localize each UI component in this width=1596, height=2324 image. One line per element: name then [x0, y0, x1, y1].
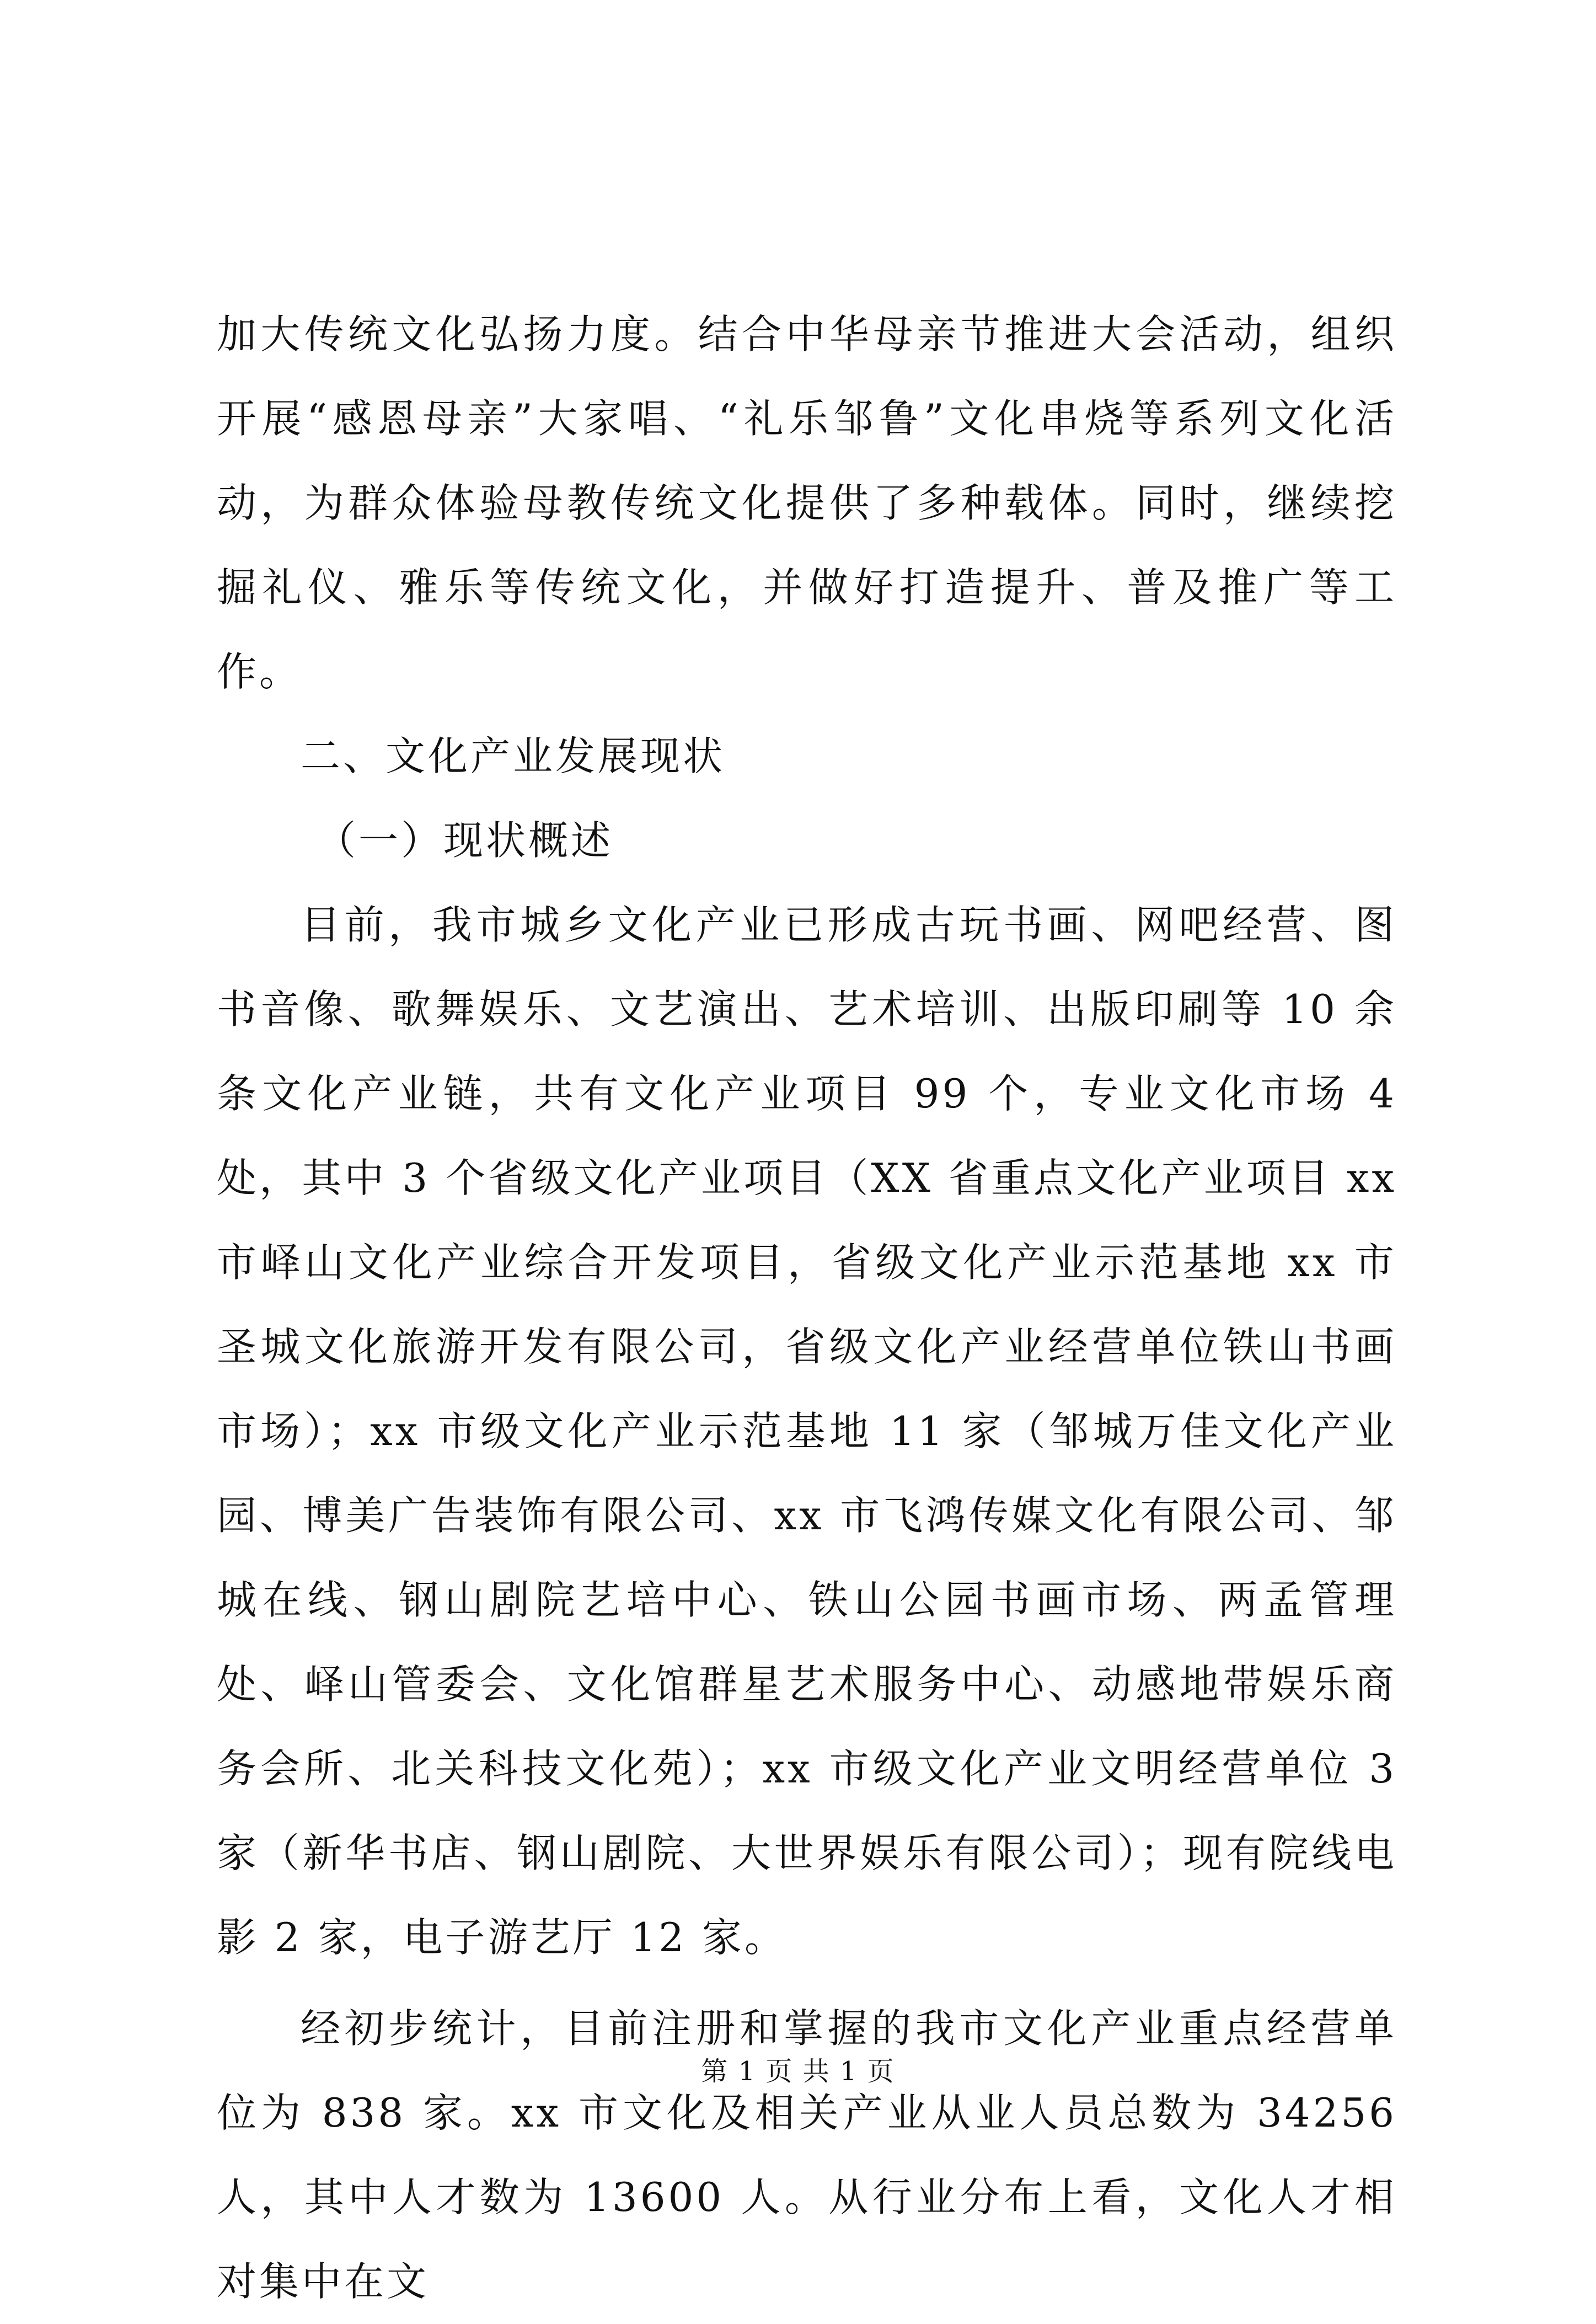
- subsection-heading: （一）现状概述: [316, 817, 614, 864]
- paragraph-spacer: [217, 1980, 1397, 1986]
- paragraph-traditional-culture: 加大传统文化弘扬力度。结合中华母亲节推进大会活动，组织开展“感恩母亲”大家唱、“礼乐邹鲁”文化串烧等系列文化活动，为群众体验母教传统文化提供了多种载体。同时，继续挖掘礼仪、雅乐等传统文化，并做好打造提升、普及推广等工作。: [217, 311, 1397, 695]
- paragraph-industry-overview: 目前，我市城乡文化产业已形成古玩书画、网吧经营、图书音像、歌舞娱乐、文艺演出、艺术培训、出版印刷等 10 余条文化产业链，共有文化产业项目 99 个，专业文化市场 4 处，其中 3 个省级文化产业项目（XX 省重点文化产业项目 xx 市峄山文化产业综合开发项目，省级文化产业示范基地 xx 市圣城文化旅游开发有限公司，省级文化产业经营单位铁山书画市场）；xx 市级文化产业示范基地 11 家（邹城万佳文化产业园、博美广告装饰有限公司、xx 市飞鸿传媒文化有限公司、邹城在线、钢山剧院艺培中心、铁山公园书画市场、两孟管理处、峄山管委会、文化馆群星艺术服务中心、动感地带娱乐商务会所、北关科技文化苑）；xx 市级文化产业文明经营单位 3 家（新华书店、钢山剧院、大世界娱乐有限公司）；现有院线电影 2 家，电子游艺厅 12 家。: [217, 902, 1412, 1961]
- section-heading: 二、文化产业发展现状: [301, 733, 726, 779]
- document-body: [217, 292, 1412, 2324]
- page-footer: 第 1 页 共 1 页: [701, 2056, 895, 2087]
- paragraph-statistics: 经初步统计，目前注册和掌握的我市文化产业重点经营单位为 838 家。xx 市文化及相关产业从业人员总数为 34256 人，其中人才数为 13600 人。从行业分布上看，文化人才相对集中在文: [217, 2005, 1412, 2305]
